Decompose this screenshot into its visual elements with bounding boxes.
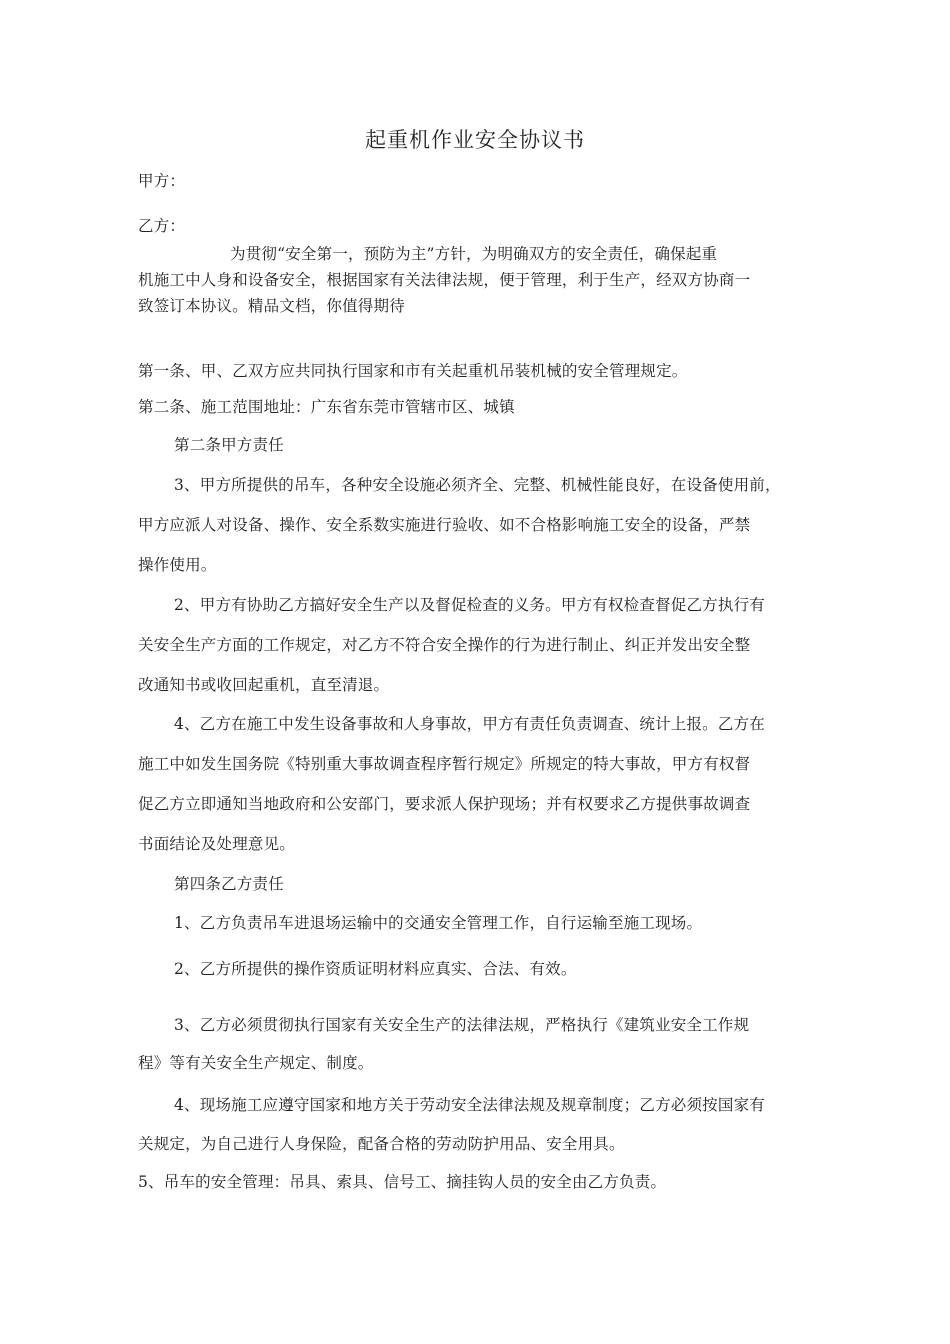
party-b-item-line: 3、乙方必须贯彻执行国家有关安全生产的法律法规，严格执行《建筑业安全工作规: [174, 1016, 750, 1034]
party-a-item-line: 促乙方立即通知当地政府和公安部门，要求派人保护现场；并有权要求乙方提供事故调查: [138, 795, 751, 813]
intro-line: 为贯彻“安全第一，预防为主”方针，为明确双方的安全责任，确保起重: [230, 245, 718, 263]
article-1: 第一条、甲、乙双方应共同执行国家和市有关起重机吊装机械的安全管理规定。: [138, 362, 688, 380]
intro-line: 机施工中人身和设备安全，根据国家有关法律法规，便于管理，利于生产，经双方协商一: [138, 271, 751, 289]
party-a-item-line: 2、甲方有协助乙方搞好安全生产以及督促检查的义务。甲方有权检查督促乙方执行有: [174, 596, 765, 614]
party-b-item-line: 2、乙方所提供的操作资质证明材料应真实、合法、有效。: [174, 960, 577, 978]
document-title: 起重机作业安全协议书: [365, 128, 585, 152]
party-a-item-line: 甲方应派人对设备、操作、安全系数实施进行验收、如不合格影响施工安全的设备，严禁: [138, 516, 751, 534]
party-b-item-line: 程》等有关安全生产规定、制度。: [138, 1054, 374, 1072]
party-a-heading: 第二条甲方责任: [174, 436, 284, 454]
party-a-item-line: 施工中如发生国务院《特别重大事故调查程序暂行规定》所规定的特大事故，甲方有权督: [138, 755, 751, 773]
article-2: 第二条、施工范围地址：广东省东莞市管辖市区、城镇: [138, 398, 515, 416]
party-b-item-line: 1、乙方负责吊车进退场运输中的交通安全管理工作，自行运输至施工现场。: [174, 914, 703, 932]
party-a-item-line: 关安全生产方面的工作规定，对乙方不符合安全操作的行为进行制止、纠正并发出安全整: [138, 636, 751, 654]
intro-line: 致签订本协议。精品文档，你值得期待: [138, 297, 405, 315]
party-a-label: 甲方：: [138, 172, 186, 190]
party-a-item-line: 改通知书或收回起重机，直至清退。: [138, 676, 390, 694]
party-b-heading: 第四条乙方责任: [174, 875, 284, 893]
party-a-item-line: 操作使用。: [138, 556, 217, 574]
party-a-item-line: 3、甲方所提供的吊车，各种安全设施必须齐全、完整、机械性能良好，在设备使用前，: [174, 476, 781, 494]
party-a-item-line: 书面结论及处理意见。: [138, 835, 296, 853]
party-b-label: 乙方：: [138, 217, 186, 235]
party-b-item-line: 4、现场施工应遵守国家和地方关于劳动安全法律法规及规章制度；乙方必须按国家有: [174, 1096, 765, 1114]
party-a-item-line: 4、乙方在施工中发生设备事故和人身事故，甲方有责任负责调查、统计上报。乙方在: [174, 715, 765, 733]
item-5: 5、吊车的安全管理：吊具、索具、信号工、摘挂钩人员的安全由乙方负责。: [138, 1173, 667, 1191]
party-b-item-line: 关规定，为自己进行人身保险，配备合格的劳动防护用品、安全用具。: [138, 1135, 625, 1153]
